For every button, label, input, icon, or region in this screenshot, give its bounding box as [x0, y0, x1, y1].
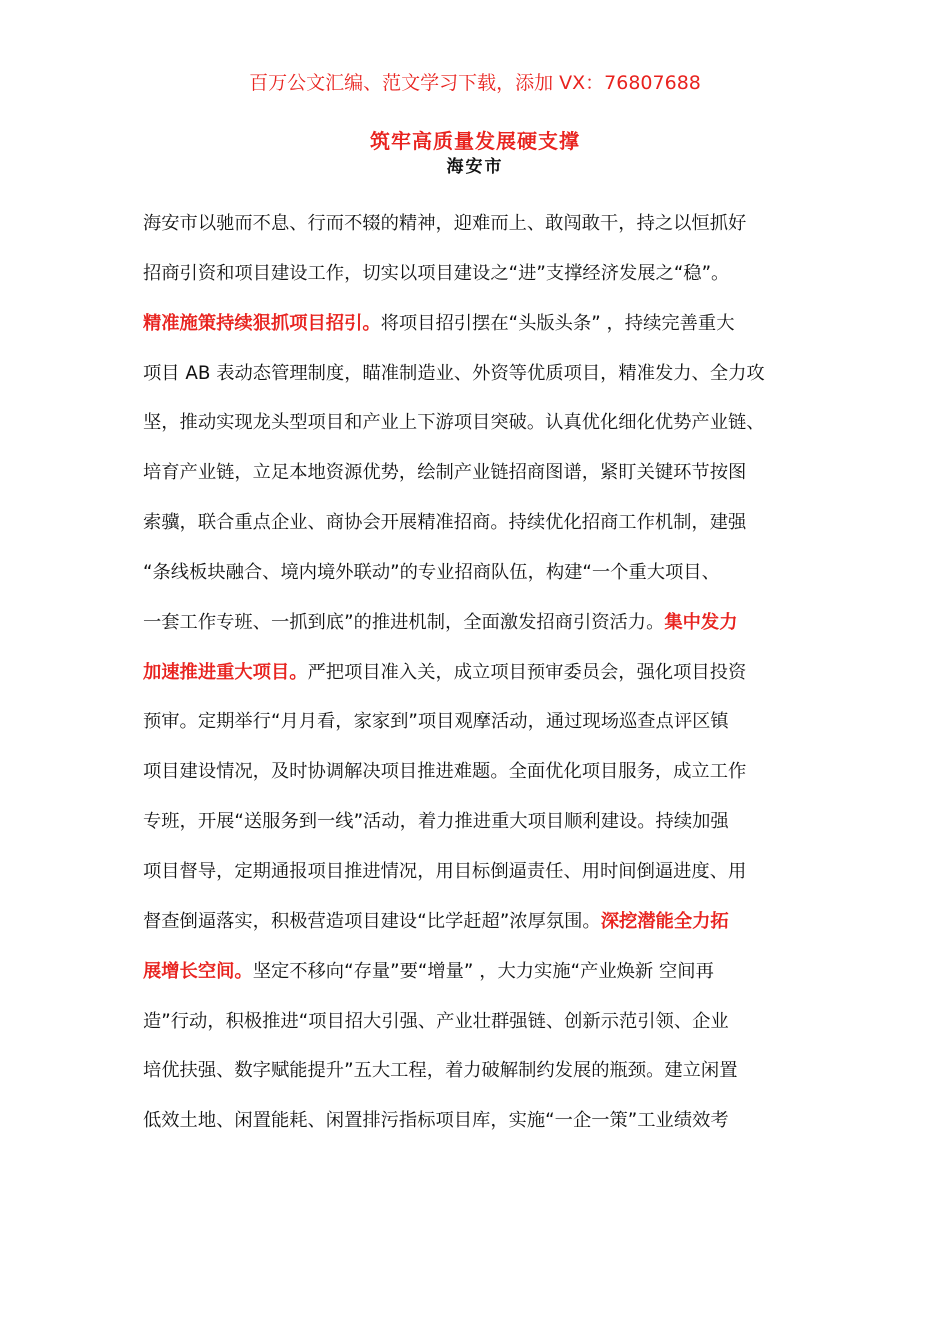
document-body [143, 209, 823, 1156]
body-text: 造”行动，积极推进“项目招大引强、产业壮群强链、创新示范引领、企业 [143, 1010, 729, 1032]
paragraph-line [143, 1007, 823, 1057]
document-title: 筑牢高质量发展硬支撑 [370, 129, 580, 153]
download-banner: 百万公文汇编、范文学习下载，添加 VX：76807688 [249, 72, 701, 94]
highlighted-heading: 集中发力 [664, 611, 738, 633]
body-text: 低效土地、闲置能耗、闲置排污指标项目库，实施“一企一策”工业绩效考 [143, 1110, 729, 1132]
paragraph-line [143, 508, 823, 558]
paragraph-line [143, 558, 823, 608]
paragraph-line [143, 658, 823, 708]
document-author: 海安市 [446, 157, 504, 177]
body-text: 培育产业链，立足本地资源优势，绘制产业链招商图谱，紧盯关键环节按图 [143, 462, 747, 484]
paragraph-line [143, 857, 823, 907]
paragraph-line [143, 957, 823, 1007]
highlighted-heading: 深挖潜能全力拓 [600, 910, 729, 932]
paragraph-line [143, 359, 823, 409]
paragraph-line [143, 1056, 823, 1106]
highlighted-heading: 加速推进重大项目。 [143, 661, 308, 683]
paragraph-line [143, 608, 823, 658]
paragraph-line [143, 458, 823, 508]
body-text: 督查倒逼落实，积极营造项目建设“比学赶超”浓厚氛围。 [143, 910, 601, 932]
paragraph-line [143, 1106, 823, 1156]
paragraph-line [143, 907, 823, 957]
body-text: 坚定不移向“存量”要“增量” ，大力实施“产业焕新 空间再 [252, 960, 714, 982]
body-text: 一套工作专班、一抓到底”的推进机制，全面激发招商引资活力。 [143, 611, 665, 633]
paragraph-line [143, 757, 823, 807]
body-text: 项目建设情况，及时协调解决项目推进难题。全面优化项目服务，成立工作 [143, 761, 747, 783]
highlighted-heading: 精准施策持续狠抓项目招引。 [143, 312, 381, 334]
body-text: 海安市以驰而不息、行而不辍的精神，迎难而上、敢闯敢干，持之以恒抓好 [143, 213, 747, 234]
paragraph-line [143, 209, 823, 259]
body-text: 将项目招引摆在“头版头条” ，持续完善重大 [380, 312, 735, 334]
body-text: 项目督导，定期通报项目推进情况，用目标倒逼责任、用时间倒逼进度、用 [143, 860, 747, 882]
body-text: “条线板块融合、境内境外联动”的专业招商队伍，构建“一个重大项目、 [143, 561, 720, 583]
paragraph-line [143, 707, 823, 757]
body-text: 培优扶强、数字赋能提升”五大工程，着力破解制约发展的瓶颈。建立闲置 [143, 1060, 738, 1082]
body-text: 坚，推动实现龙头型项目和产业上下游项目突破。认真优化细化优势产业链、 [143, 412, 765, 434]
body-text: 项目 AB 表动态管理制度，瞄准制造业、外资等优质项目，精准发力、全力攻 [143, 362, 765, 384]
paragraph-line [143, 408, 823, 458]
paragraph-line [143, 309, 823, 359]
paragraph-line [143, 807, 823, 857]
body-text: 预审。定期举行“月月看，家家到”项目观摩活动，通过现场巡查点评区镇 [143, 711, 729, 733]
body-text: 索骥，联合重点企业、商协会开展精准招商。持续优化招商工作机制，建强 [143, 512, 747, 534]
body-text: 严把项目准入关，成立项目预审委员会，强化项目投资 [307, 661, 747, 683]
body-text: 专班，开展“送服务到一线”活动，着力推进重大项目顺利建设。持续加强 [143, 811, 729, 833]
body-text: 招商引资和项目建设工作，切实以项目建设之“进”支撑经济发展之“稳”。 [143, 262, 730, 284]
highlighted-heading: 展增长空间。 [143, 960, 253, 982]
paragraph-line [143, 259, 823, 309]
